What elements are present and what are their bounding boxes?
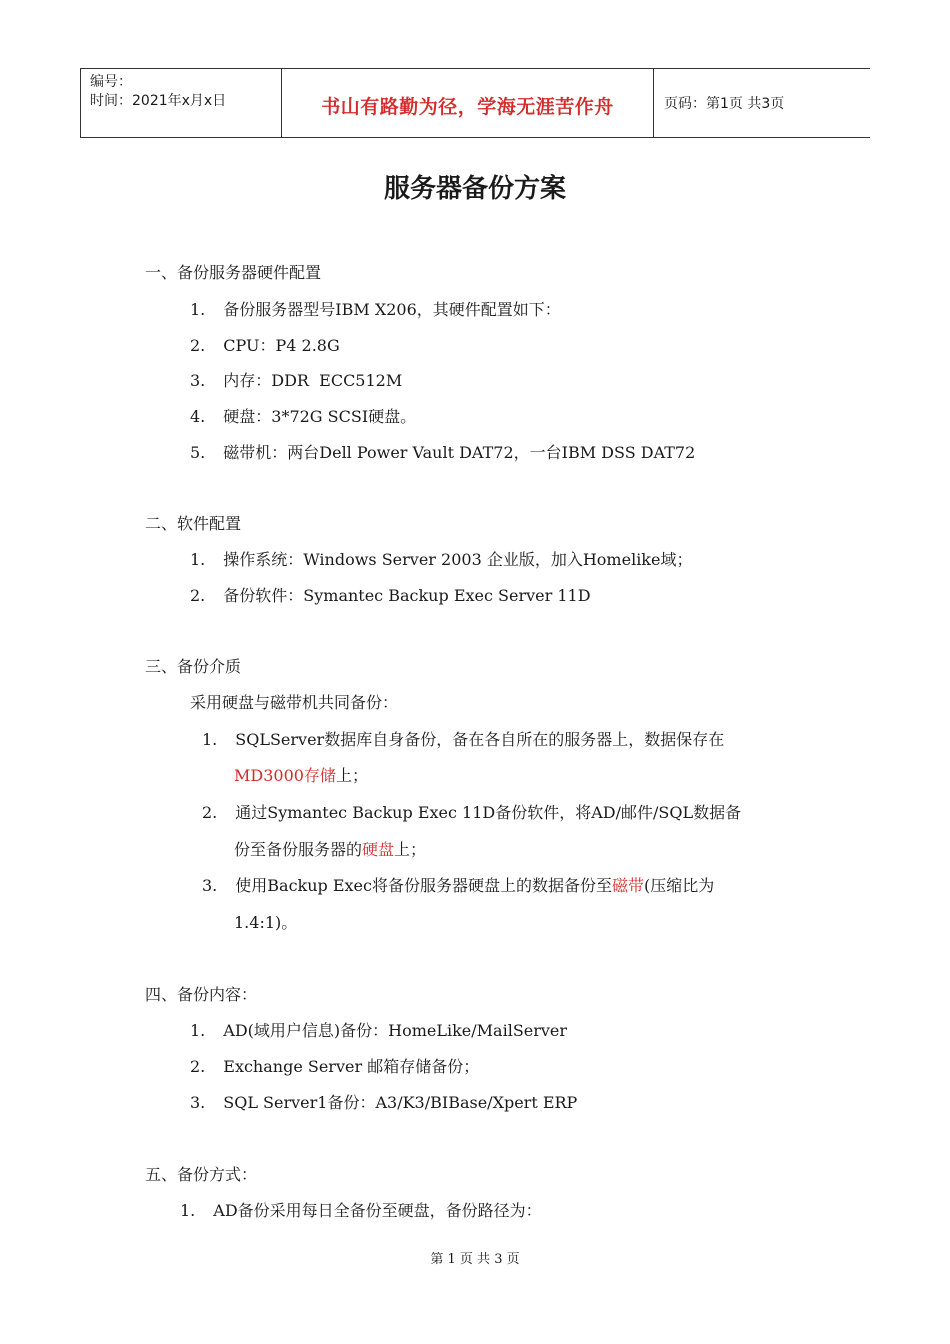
item-number: 3. xyxy=(190,1093,206,1112)
item-number: 1. xyxy=(190,550,206,569)
list-item xyxy=(180,1201,542,1221)
list-item-continuation xyxy=(234,840,426,860)
list-item xyxy=(202,803,741,823)
document-title: 服务器备份方案 xyxy=(383,174,566,204)
section-heading-2: 二、软件配置 xyxy=(145,514,242,533)
section-intro: 采用硬盘与磁带机共同备份： xyxy=(190,693,399,712)
item-text: 使用Backup Exec将备份服务器硬盘上的数据备份至 xyxy=(235,876,612,895)
item-number: 1. xyxy=(190,300,206,319)
list-item xyxy=(190,1021,567,1041)
item-number: 2. xyxy=(190,1057,206,1076)
time-label: 时间：2021年x月x日 xyxy=(90,93,227,109)
list-item xyxy=(190,586,591,606)
item-text: AD(域用户信息)备份：HomeLike/MailServer xyxy=(223,1021,568,1040)
item-text: 通过Symantec Backup Exec 11D备份软件，将AD/邮件/SQL数据备 xyxy=(235,803,742,822)
item-number: 2. xyxy=(190,336,206,355)
item-number: 1. xyxy=(202,730,218,749)
item-text: 备份服务器型号IBM X206，其硬件配置如下： xyxy=(223,300,561,319)
item-text: 上； xyxy=(394,840,427,859)
list-item xyxy=(190,407,416,427)
item-number: 2. xyxy=(190,586,206,605)
item-text: SQLServer数据库自身备份，备在各自所在的服务器上，数据保存在 xyxy=(235,730,725,749)
item-text: AD备份采用每日全备份至硬盘，备份路径为： xyxy=(213,1201,542,1220)
list-item-continuation xyxy=(234,766,368,786)
section-heading-3: 三、备份介质 xyxy=(145,657,242,676)
item-number: 5. xyxy=(190,443,206,462)
list-item-continuation: 1.4:1)。 xyxy=(234,913,298,932)
item-number: 1. xyxy=(180,1201,196,1220)
header-motto-cell xyxy=(282,69,654,137)
item-number: 2. xyxy=(202,803,218,822)
document-header xyxy=(80,68,870,138)
section-heading-1: 一、备份服务器硬件配置 xyxy=(145,263,322,282)
list-item xyxy=(190,443,695,463)
item-text: 操作系统：Windows Server 2003 企业版，加入Homelike域； xyxy=(223,550,693,569)
item-text: (压缩比为 xyxy=(644,876,715,895)
item-number: 3. xyxy=(190,371,206,390)
highlight-text: 硬盘 xyxy=(362,840,395,859)
motto-text: 书山有路勤为径，学海无涯苦作舟 xyxy=(321,95,614,118)
page-info: 页码：第1页 共3页 xyxy=(664,96,785,112)
list-item xyxy=(190,550,692,570)
highlight-text: 磁带 xyxy=(612,876,645,895)
page-footer: 第 1 页 共 3 页 xyxy=(430,1252,520,1267)
number-label: 编号： xyxy=(90,74,132,90)
item-text: 磁带机：两台Dell Power Vault DAT72，一台IBM DSS DAT72 xyxy=(223,443,696,462)
section-heading-4: 四、备份内容： xyxy=(145,985,258,1004)
item-text: 备份软件：Symantec Backup Exec Server 11D xyxy=(223,586,591,605)
list-item xyxy=(202,730,724,750)
header-meta-cell xyxy=(80,69,282,137)
item-number: 1. xyxy=(190,1021,206,1040)
list-item xyxy=(190,300,561,320)
item-text: SQL Server1备份：A3/K3/BIBase/Xpert ERP xyxy=(223,1093,578,1112)
list-item xyxy=(190,1093,577,1113)
list-item xyxy=(202,876,714,896)
highlight-text: MD3000存储 xyxy=(234,766,336,785)
item-text: 份至备份服务器的 xyxy=(234,840,363,859)
item-text: 上； xyxy=(335,766,368,785)
list-item xyxy=(190,1057,479,1077)
section-heading-5: 五、备份方式： xyxy=(145,1165,258,1184)
item-text: 硬盘：3*72G SCSI硬盘。 xyxy=(223,407,417,426)
item-text: Exchange Server 邮箱存储备份； xyxy=(223,1057,480,1076)
list-item xyxy=(190,371,402,391)
item-text: 内存：DDR ECC512M xyxy=(223,371,403,390)
item-number: 3. xyxy=(202,876,218,895)
item-text: CPU：P4 2.8G xyxy=(223,336,340,355)
header-page-cell xyxy=(654,69,870,137)
item-number: 4. xyxy=(190,407,206,426)
list-item xyxy=(190,336,340,356)
